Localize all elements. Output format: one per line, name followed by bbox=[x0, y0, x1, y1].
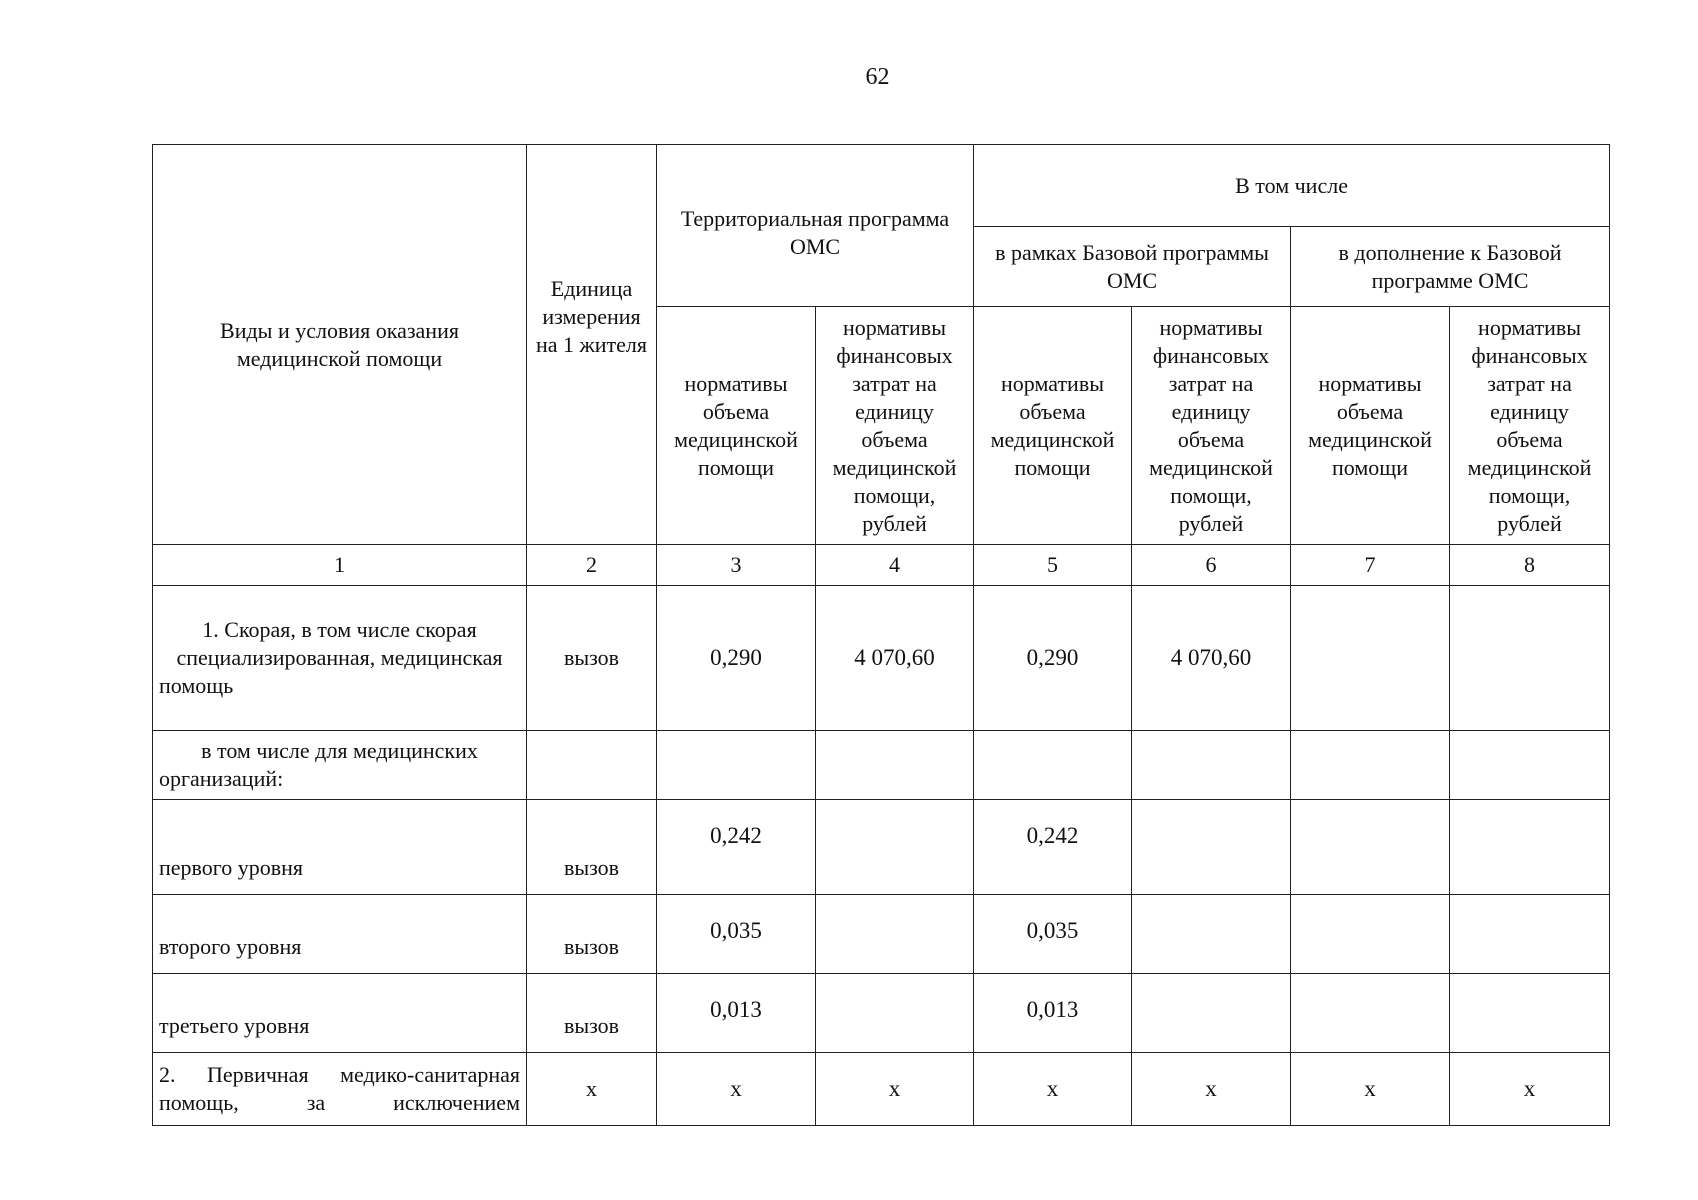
header-cost-norm: нормативы финансовых затрат на единицу объема медицинской помощи, рублей bbox=[1132, 307, 1291, 545]
row-name: третьего уровня bbox=[153, 974, 527, 1053]
header-volume-norm: нормативы объема медицинской помощи bbox=[657, 307, 816, 545]
column-number: 5 bbox=[974, 545, 1132, 586]
row-unit: вызов bbox=[527, 800, 657, 895]
cell-territorial-cost bbox=[816, 895, 974, 974]
row-name: первого уровня bbox=[153, 800, 527, 895]
cell-territorial-cost bbox=[816, 800, 974, 895]
row-unit: вызов bbox=[527, 586, 657, 731]
cell-addition-cost bbox=[1450, 586, 1610, 731]
column-number: 2 bbox=[527, 545, 657, 586]
cell-territorial-cost: 4 070,60 bbox=[816, 586, 974, 731]
cell-basic-cost bbox=[1132, 895, 1291, 974]
header-cost-norm: нормативы финансовых затрат на единицу объема медицинской помощи, рублей bbox=[1450, 307, 1610, 545]
header-volume-norm: нормативы объема медицинской помощи bbox=[974, 307, 1132, 545]
cell-addition-cost bbox=[1450, 895, 1610, 974]
cell-addition-volume bbox=[1291, 974, 1450, 1053]
cell-basic-cost: х bbox=[1132, 1053, 1291, 1126]
cell-addition-volume bbox=[1291, 895, 1450, 974]
cell-addition-cost bbox=[1450, 800, 1610, 895]
header-cost-norm: нормативы финансовых затрат на единицу объема медицинской помощи, рублей bbox=[816, 307, 974, 545]
cell-addition-volume: х bbox=[1291, 1053, 1450, 1126]
cell-territorial-volume: 0,035 bbox=[657, 895, 816, 974]
row-name-line: 2. Первичная медико-санитарная bbox=[159, 1062, 520, 1087]
column-number: 8 bbox=[1450, 545, 1610, 586]
cell-basic-volume bbox=[974, 731, 1132, 800]
row-name bbox=[153, 1053, 527, 1126]
cell-addition-cost bbox=[1450, 974, 1610, 1053]
cell-territorial-volume: 0,290 bbox=[657, 586, 816, 731]
row-name: в том числе для медицинских организаций: bbox=[153, 731, 527, 800]
cell-basic-cost bbox=[1132, 731, 1291, 800]
column-number-row bbox=[153, 545, 1610, 586]
cell-basic-cost bbox=[1132, 800, 1291, 895]
table-row bbox=[153, 895, 1610, 974]
cell-basic-cost bbox=[1132, 974, 1291, 1053]
page-number: 62 bbox=[865, 64, 890, 90]
cell-basic-volume: 0,013 bbox=[974, 974, 1132, 1053]
header-territorial-program: Территориальная программа ОМС bbox=[657, 145, 974, 307]
cell-addition-volume bbox=[1291, 586, 1450, 731]
cell-addition-volume bbox=[1291, 731, 1450, 800]
header-basic-program: в рамках Базовой программы ОМС bbox=[974, 227, 1291, 307]
column-number: 4 bbox=[816, 545, 974, 586]
cell-territorial-cost: х bbox=[816, 1053, 974, 1126]
cell-basic-volume: х bbox=[974, 1053, 1132, 1126]
column-number: 3 bbox=[657, 545, 816, 586]
cell-territorial-volume: х bbox=[657, 1053, 816, 1126]
column-number: 1 bbox=[153, 545, 527, 586]
cell-addition-cost: х bbox=[1450, 1053, 1610, 1126]
cell-territorial-cost bbox=[816, 974, 974, 1053]
cell-basic-volume: 0,035 bbox=[974, 895, 1132, 974]
cell-basic-cost: 4 070,60 bbox=[1132, 586, 1291, 731]
row-name-line: помощь, за исключением bbox=[159, 1090, 520, 1115]
norms-table bbox=[152, 144, 1610, 1126]
column-number: 6 bbox=[1132, 545, 1291, 586]
row-unit: вызов bbox=[527, 895, 657, 974]
cell-territorial-volume: 0,013 bbox=[657, 974, 816, 1053]
header-care-types: Виды и условия оказания медицинской помощи bbox=[153, 145, 527, 545]
row-name: второго уровня bbox=[153, 895, 527, 974]
table-row bbox=[153, 1053, 1610, 1126]
cell-territorial-cost bbox=[816, 731, 974, 800]
table-row bbox=[153, 974, 1610, 1053]
table-row bbox=[153, 731, 1610, 800]
row-unit: вызов bbox=[527, 974, 657, 1053]
cell-addition-volume bbox=[1291, 800, 1450, 895]
header-unit: Единица измерения на 1 жителя bbox=[527, 145, 657, 545]
cell-territorial-volume: 0,242 bbox=[657, 800, 816, 895]
cell-basic-volume: 0,242 bbox=[974, 800, 1132, 895]
row-unit bbox=[527, 731, 657, 800]
cell-territorial-volume bbox=[657, 731, 816, 800]
header-including: В том числе bbox=[974, 145, 1610, 227]
cell-addition-cost bbox=[1450, 731, 1610, 800]
column-number: 7 bbox=[1291, 545, 1450, 586]
table-row bbox=[153, 586, 1610, 731]
cell-basic-volume: 0,290 bbox=[974, 586, 1132, 731]
row-unit: х bbox=[527, 1053, 657, 1126]
row-name: 1. Скорая, в том числе скорая специализированная, медицинская помощь bbox=[153, 586, 527, 731]
header-volume-norm: нормативы объема медицинской помощи bbox=[1291, 307, 1450, 545]
header-addition-program: в дополнение к Базовой программе ОМС bbox=[1291, 227, 1610, 307]
table-row bbox=[153, 800, 1610, 895]
